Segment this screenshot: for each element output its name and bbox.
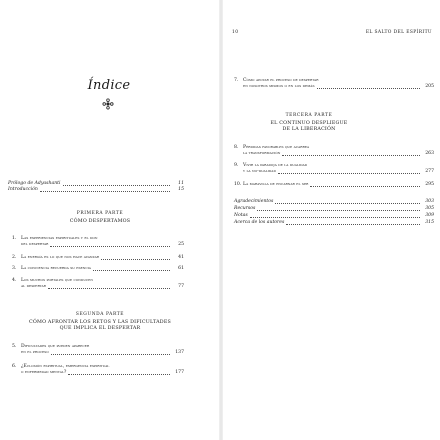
part-one-title: CÓMO DESPERTAMOS — [69, 219, 131, 224]
toc-entry-chapter-6[interactable]: 6. ¿Eclosión espiritual, emergencia espiritual o enfermedad mental? 177 — [12, 364, 184, 375]
toc-entry-chapter-7[interactable]: 7. Cómo apoyar el proceso de despertar en nosotros mismos o en los demás 205 — [234, 78, 434, 89]
part-two-label: SEGUNDA PARTE — [75, 312, 125, 317]
toc-entry-about-authors[interactable]: Acerca de los autores 315 — [234, 220, 434, 225]
toc-entry-chapter-8[interactable]: 8. Pérdidas favorables que acarrea la transformación 263 — [234, 145, 434, 156]
page-number: 10 — [232, 30, 239, 35]
part-three-label: TERCERA PARTE — [285, 113, 333, 118]
part-two-title-line-1: CÓMO AFRONTAR LOS RETOS Y LAS DIFICULTADES — [28, 320, 172, 325]
book-gutter — [219, 0, 223, 440]
toc-entry-chapter-4[interactable]: 4. Los muchos portales que conducen al despertar 77 — [12, 278, 184, 289]
toc-entry-prologue[interactable]: Prólogo de Adyashanti 11 — [8, 181, 184, 186]
toc-entry-chapter-1[interactable]: 1. Las experiencias espirituales y el don del despertar 25 — [12, 236, 184, 247]
ornament-icon — [102, 98, 114, 110]
toc-entry-chapter-3[interactable]: 3. La conciencia recuerda su esencia 61 — [12, 266, 184, 271]
toc-entry-introduction[interactable]: Introducción 15 — [8, 187, 184, 192]
left-page — [0, 0, 218, 440]
toc-entry-chapter-9[interactable]: 9. Vivir la paradoja de la dualidad y la no-dualidad 277 — [234, 163, 434, 174]
part-two-title-line-2: QUE IMPLICA EL DESPERTAR — [59, 326, 141, 331]
page-title: Índice — [87, 78, 131, 93]
part-three-title-line-1: EL CONTINUO DESPLIEGUE — [270, 121, 348, 126]
toc-entry-chapter-2[interactable]: 2. La energía es lo que nos hace avanzar 41 — [12, 255, 184, 260]
running-head: EL SALTO DEL ESPÍRITU — [365, 30, 432, 35]
toc-entry-acknowledgements[interactable]: Agradecimientos 303 — [234, 199, 434, 204]
toc-entry-chapter-5[interactable]: 5. Dificultades que pueden aparecer en el proceso 137 — [12, 344, 184, 355]
toc-entry-resources[interactable]: Recursos 305 — [234, 206, 434, 211]
toc-entry-chapter-10[interactable]: 10. La maravilla de encarnar el ser 295 — [234, 182, 434, 187]
right-page — [224, 0, 440, 440]
toc-entry-notes[interactable]: Notas 309 — [234, 213, 434, 218]
part-one-label: PRIMERA PARTE — [76, 211, 124, 216]
part-three-title-line-2: DE LA LIBERACIÓN — [282, 127, 336, 132]
